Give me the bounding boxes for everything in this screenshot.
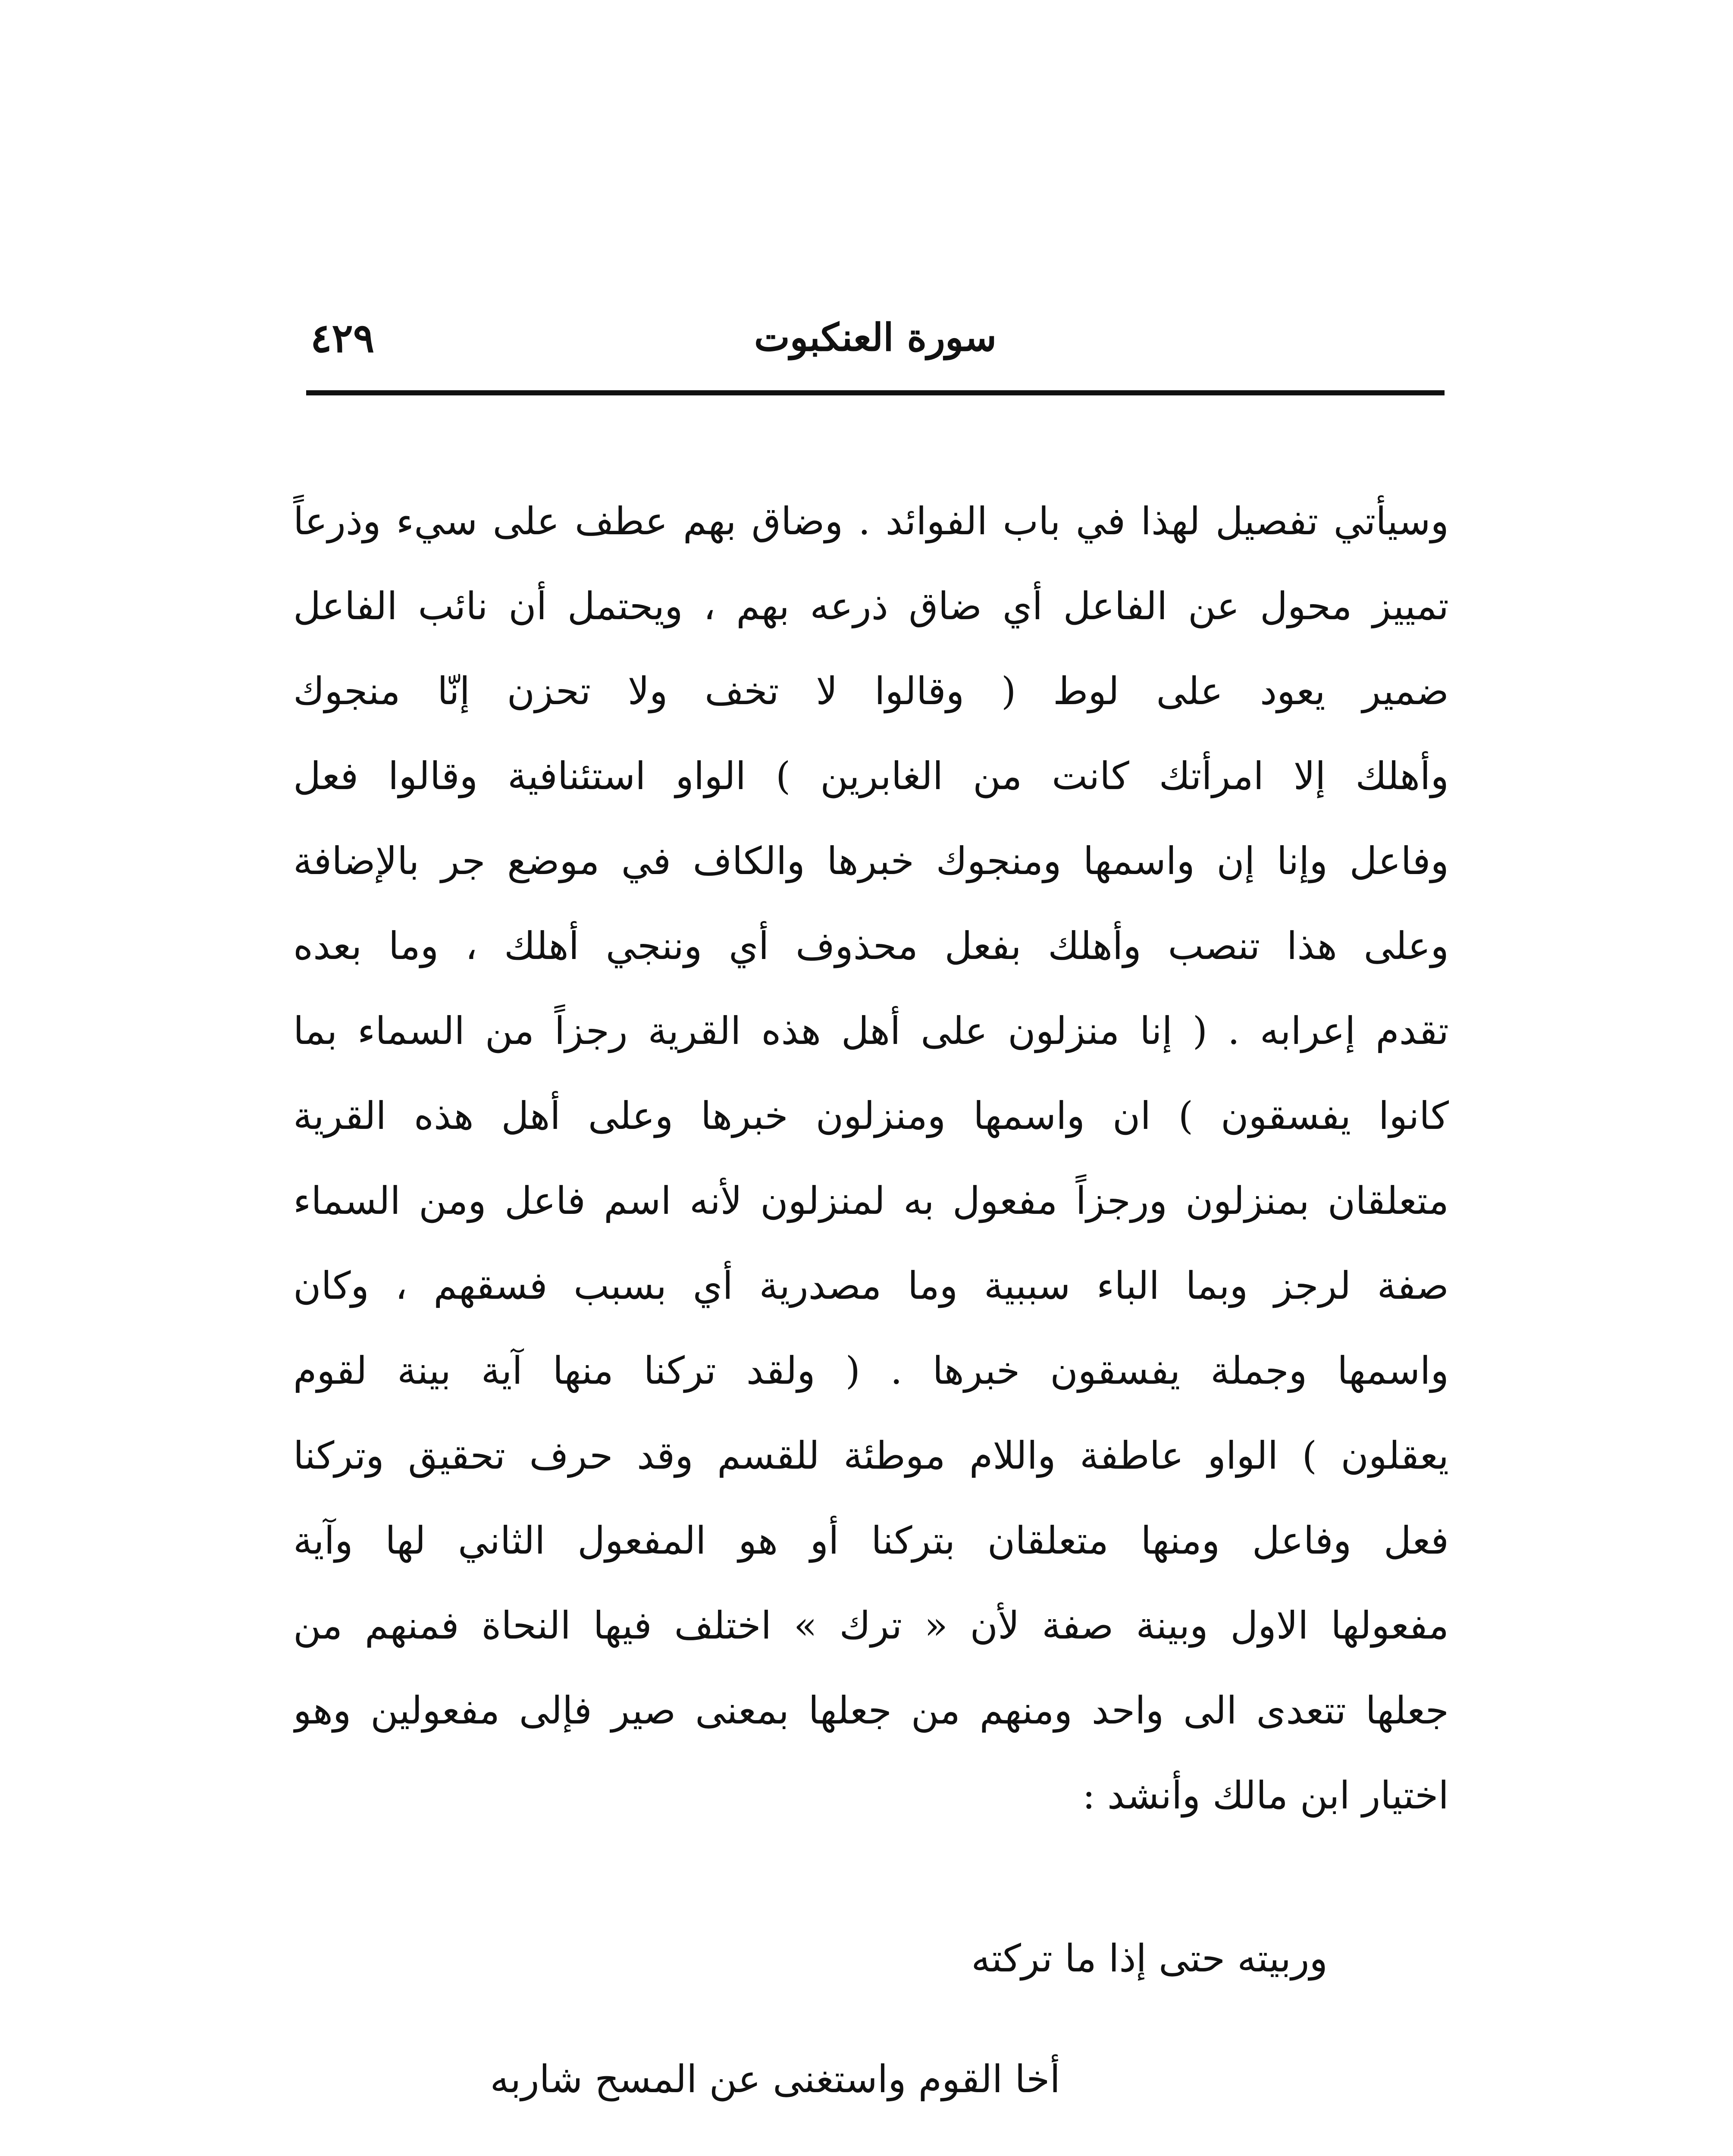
text-line: يعقلون ) الواو عاطفة واللام موطئة للقسم وقد حرف تحقيق وتركنا — [293, 1433, 1449, 1478]
text-line: وعلى هذا تنصب وأهلك بفعل محذوف أي وننجي أهلك ، وما بعده — [293, 924, 1449, 968]
text-line: صفة لرجز وبما الباء سببية وما مصدرية أي بسبب فسقهم ، وكان — [293, 1263, 1449, 1308]
body-text — [293, 479, 1449, 1838]
page-header — [306, 302, 1445, 379]
poetry-verse-first: وربيته حتى إذا ما تركته — [971, 1936, 1328, 1981]
header-divider — [306, 390, 1445, 395]
page-title: سورة العنكبوت — [754, 315, 997, 360]
text-line: كانوا يفسقون ) ان واسمها ومنزلون خبرها وعلى أهل هذه القرية — [293, 1094, 1449, 1138]
text-line: واسمها وجملة يفسقون خبرها . ( ولقد تركنا منها آية بينة لقوم — [293, 1348, 1449, 1393]
page-number: ٤٢٩ — [310, 315, 375, 361]
text-line: متعلقان بمنزلون ورجزاً مفعول به لمنزلون لأنه اسم فاعل ومن السماء — [293, 1178, 1449, 1223]
text-line: فعل وفاعل ومنها متعلقان بتركنا أو هو المفعول الثاني لها وآية — [293, 1518, 1449, 1563]
text-line: تمييز محول عن الفاعل أي ضاق ذرعه بهم ، ويحتمل أن نائب الفاعل — [293, 584, 1449, 628]
text-line: تقدم إعرابه . ( إنا منزلون على أهل هذه القرية رجزاً من السماء بما — [293, 1009, 1449, 1053]
text-line: جعلها تتعدى الى واحد ومنهم من جعلها بمعنى صير فإلى مفعولين وهو — [293, 1688, 1449, 1733]
text-line: اختيار ابن مالك وأنشد : — [1082, 1773, 1449, 1818]
text-line: وسيأتي تفصيل لهذا في باب الفوائد . وضاق بهم عطف على سيء وذرعاً — [293, 499, 1449, 543]
text-line: مفعولها الاول وبينة صفة لأن « ترك » اختلف فيها النحاة فمنهم من — [293, 1603, 1449, 1648]
poetry-verse-second: أخا القوم واستغنى عن المسح شاربه — [490, 2057, 1060, 2101]
text-line: وفاعل وإنا إن واسمها ومنجوك خبرها والكاف في موضع جر بالإضافة — [293, 839, 1449, 883]
text-line: وأهلك إلا امرأتك كانت من الغابرين ) الواو استئنافية وقالوا فعل — [293, 754, 1449, 798]
text-line: ضمير يعود على لوط ( وقالوا لا تخف ولا تحزن إنّا منجوك — [293, 669, 1449, 713]
